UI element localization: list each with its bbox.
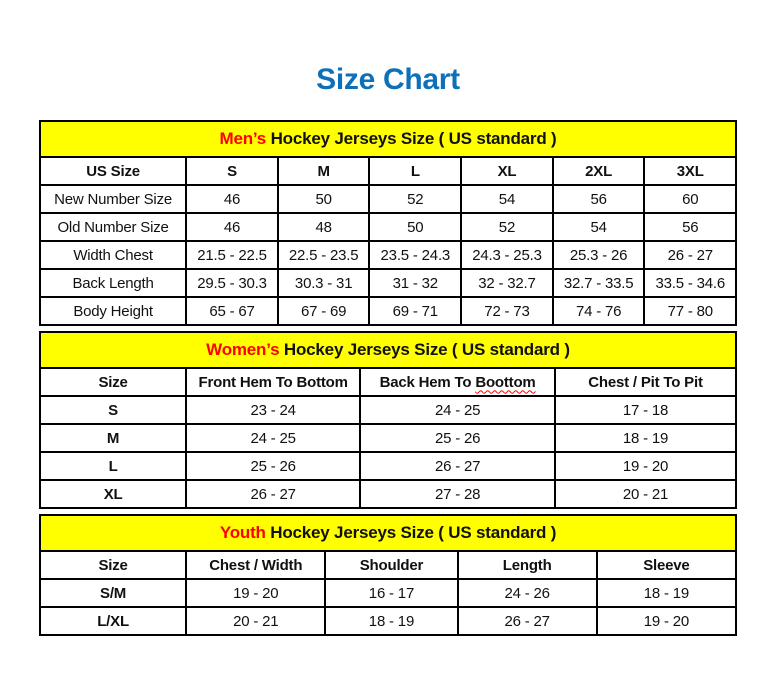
- row-label: L/XL: [40, 607, 186, 635]
- section-banner: Women’s Hockey Jerseys Size ( US standard ): [40, 332, 736, 368]
- youth-table-body: [40, 515, 736, 635]
- size-value: 56: [644, 213, 736, 241]
- column-header: 2XL: [553, 157, 645, 185]
- size-value: 65 - 67: [186, 297, 278, 325]
- column-header-row: [40, 157, 736, 185]
- size-value: 22.5 - 23.5: [278, 241, 370, 269]
- column-header: S: [186, 157, 278, 185]
- size-value: 26 - 27: [186, 480, 360, 508]
- table-row: [40, 241, 736, 269]
- size-value: 56: [553, 185, 645, 213]
- section-title-accent: Youth: [219, 523, 266, 542]
- size-value: 52: [461, 213, 553, 241]
- size-value: 50: [369, 213, 461, 241]
- size-value: 46: [186, 213, 278, 241]
- column-header: L: [369, 157, 461, 185]
- row-label: L: [40, 452, 186, 480]
- size-value: 67 - 69: [278, 297, 370, 325]
- row-label: New Number Size: [40, 185, 186, 213]
- size-value: 18 - 19: [325, 607, 457, 635]
- row-label: Body Height: [40, 297, 186, 325]
- size-value: 25.3 - 26: [553, 241, 645, 269]
- column-header-row: [40, 368, 736, 396]
- column-header: Length: [458, 551, 597, 579]
- section-banner: Youth Hockey Jerseys Size ( US standard ): [40, 515, 736, 551]
- row-label: S: [40, 396, 186, 424]
- mens-size-table: [39, 120, 737, 326]
- column-header: US Size: [40, 157, 186, 185]
- size-value: 18 - 19: [597, 579, 736, 607]
- header-text: Back Hem To: [379, 373, 476, 391]
- size-value: 54: [553, 213, 645, 241]
- youth-size-table: [39, 514, 737, 636]
- table-row: [40, 480, 736, 508]
- column-header: Chest / Width: [186, 551, 325, 579]
- column-header: Size: [40, 368, 186, 396]
- size-value: 29.5 - 30.3: [186, 269, 278, 297]
- section-banner-row: [40, 121, 736, 157]
- womens-size-table: [39, 331, 737, 509]
- row-label: Old Number Size: [40, 213, 186, 241]
- mens-table-body: [40, 121, 736, 325]
- size-value: 54: [461, 185, 553, 213]
- column-header: M: [278, 157, 370, 185]
- size-value: 26 - 27: [360, 452, 555, 480]
- size-value: 23 - 24: [186, 396, 360, 424]
- column-header: Size: [40, 551, 186, 579]
- column-header-row: [40, 551, 736, 579]
- row-label: Back Length: [40, 269, 186, 297]
- column-header: Shoulder: [325, 551, 457, 579]
- size-value: 33.5 - 34.6: [644, 269, 736, 297]
- section-title-accent: Men’s: [219, 129, 267, 148]
- size-value: 74 - 76: [553, 297, 645, 325]
- table-row: [40, 396, 736, 424]
- table-row: [40, 452, 736, 480]
- table-row: [40, 424, 736, 452]
- row-label: XL: [40, 480, 186, 508]
- size-value: 20 - 21: [555, 480, 736, 508]
- column-header: XL: [461, 157, 553, 185]
- size-value: 16 - 17: [325, 579, 457, 607]
- womens-table-body: [40, 332, 736, 508]
- size-value: 19 - 20: [555, 452, 736, 480]
- size-value: 46: [186, 185, 278, 213]
- size-value: 24 - 25: [360, 396, 555, 424]
- section-banner-row: [40, 332, 736, 368]
- column-header: 3XL: [644, 157, 736, 185]
- size-value: 69 - 71: [369, 297, 461, 325]
- table-row: [40, 269, 736, 297]
- size-value: 24.3 - 25.3: [461, 241, 553, 269]
- row-label: S/M: [40, 579, 186, 607]
- size-value: 19 - 20: [186, 579, 325, 607]
- size-value: 32.7 - 33.5: [553, 269, 645, 297]
- row-label: Width Chest: [40, 241, 186, 269]
- size-value: 60: [644, 185, 736, 213]
- size-value: 17 - 18: [555, 396, 736, 424]
- size-value: 18 - 19: [555, 424, 736, 452]
- size-value: 26 - 27: [458, 607, 597, 635]
- table-row: [40, 579, 736, 607]
- size-value: 52: [369, 185, 461, 213]
- size-value: 31 - 32: [369, 269, 461, 297]
- size-value: 48: [278, 213, 370, 241]
- size-value: 50: [278, 185, 370, 213]
- section-banner-row: [40, 515, 736, 551]
- size-value: 77 - 80: [644, 297, 736, 325]
- size-value: 24 - 25: [186, 424, 360, 452]
- table-row: [40, 297, 736, 325]
- size-value: 27 - 28: [360, 480, 555, 508]
- size-value: 24 - 26: [458, 579, 597, 607]
- size-value: 32 - 32.7: [461, 269, 553, 297]
- table-row: [40, 185, 736, 213]
- size-value: 19 - 20: [597, 607, 736, 635]
- table-row: [40, 213, 736, 241]
- page-title: Size Chart: [316, 63, 460, 96]
- row-label: M: [40, 424, 186, 452]
- size-value: 25 - 26: [186, 452, 360, 480]
- size-value: 23.5 - 24.3: [369, 241, 461, 269]
- size-value: 25 - 26: [360, 424, 555, 452]
- size-value: 72 - 73: [461, 297, 553, 325]
- size-value: 20 - 21: [186, 607, 325, 635]
- size-value: 21.5 - 22.5: [186, 241, 278, 269]
- size-value: 30.3 - 31: [278, 269, 370, 297]
- column-header: Chest / Pit To Pit: [555, 368, 736, 396]
- misspelled-word: Boottom: [475, 373, 536, 391]
- column-header: Front Hem To Bottom: [186, 368, 360, 396]
- size-value: 26 - 27: [644, 241, 736, 269]
- table-row: [40, 607, 736, 635]
- column-header: Sleeve: [597, 551, 736, 579]
- section-banner: Men’s Hockey Jerseys Size ( US standard ): [40, 121, 736, 157]
- column-header: [360, 368, 555, 396]
- section-title-accent: Women’s: [206, 340, 280, 359]
